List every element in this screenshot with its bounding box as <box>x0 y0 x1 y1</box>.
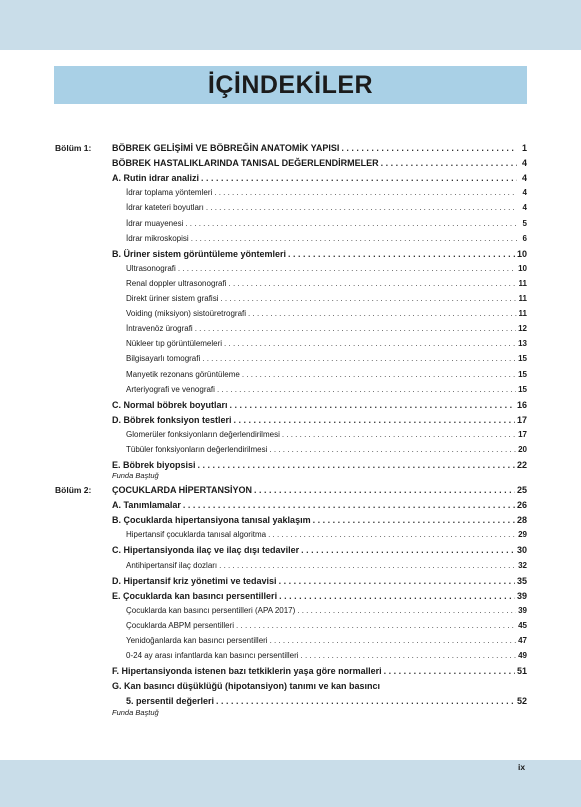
page-number: ix <box>518 762 526 772</box>
toc-entry-page: 11 <box>518 294 527 303</box>
toc-entry-title: D. Böbrek fonksiyon testleri <box>112 414 232 425</box>
toc-entry-title: B. Çocuklarda hipertansiyona tanısal yaklaşım <box>112 515 311 526</box>
toc-entry-title: A. Tanımlamalar <box>112 500 181 511</box>
toc-row <box>55 604 527 618</box>
toc-entry-title: BÖBREK HASTALIKLARINDA TANISAL DEĞERLENDİRMELER <box>112 158 379 169</box>
toc-entry-page: 25 <box>516 485 527 495</box>
toc-entry-title: Direkt üriner sistem grafisi <box>126 294 219 303</box>
dot-leader <box>214 186 517 200</box>
toc-row <box>55 619 527 633</box>
toc-entry-page: 29 <box>518 530 527 540</box>
toc-entry-page: 15 <box>518 384 527 394</box>
bottom-band <box>0 760 581 807</box>
dot-leader <box>183 498 515 512</box>
page-title: İÇİNDEKİLER <box>207 70 374 99</box>
toc-entry[interactable] <box>112 664 527 678</box>
toc-row <box>55 574 527 588</box>
toc-entry[interactable] <box>112 413 527 427</box>
dot-leader <box>219 559 516 573</box>
toc-row <box>55 156 527 170</box>
toc-entry-title: 5. persentil değerleri <box>126 696 215 707</box>
dot-leader <box>268 528 516 542</box>
toc-row <box>55 232 527 246</box>
toc-entry[interactable] <box>126 307 527 321</box>
toc-entry[interactable] <box>126 337 527 351</box>
toc-entry-title: Ultrasonografi <box>126 263 176 273</box>
toc-row <box>55 383 527 397</box>
author-name: Funda Baştuğ <box>112 707 159 717</box>
dot-leader <box>242 368 516 382</box>
toc-entry-title: Tübüler fonksiyonların değerlendirilmesi <box>126 445 268 454</box>
toc-entry-page: 52 <box>516 696 527 707</box>
toc-entry[interactable] <box>126 186 527 200</box>
dot-leader <box>198 458 515 472</box>
toc-row <box>55 634 527 648</box>
toc-entry[interactable] <box>112 247 527 261</box>
dot-leader <box>301 543 515 557</box>
toc-entry-title: ÇOCUKLARDA HİPERTANSİYON <box>112 485 253 495</box>
toc-row <box>55 292 527 306</box>
dot-leader <box>185 217 517 231</box>
toc-entry-title: Renal doppler ultrasonografi <box>126 278 227 288</box>
toc-entry[interactable] <box>112 589 527 603</box>
toc-entry-page: 4 <box>522 188 527 198</box>
toc-entry-page: 51 <box>516 666 527 677</box>
toc-entry[interactable] <box>112 141 527 155</box>
toc-entry-title: İdrar mikroskopisi <box>126 233 189 243</box>
toc-entry-title: İdrar muayenesi <box>126 218 184 228</box>
toc-entry-title: C. Normal böbrek boyutları <box>112 399 228 410</box>
toc-entry-page: 39 <box>518 605 527 615</box>
toc-entry[interactable] <box>126 262 527 276</box>
toc-entry[interactable] <box>126 694 527 708</box>
toc-entry-page: 10 <box>516 248 527 259</box>
toc-entry-page: 4 <box>521 158 527 169</box>
toc-row <box>55 352 527 366</box>
toc-entry-page: 22 <box>516 460 527 471</box>
toc-row <box>55 186 527 200</box>
dot-leader <box>195 322 516 336</box>
toc-entry-page: 30 <box>516 545 527 556</box>
toc-row <box>55 528 527 542</box>
toc-entry-title: G. Kan basıncı düşüklüğü (hipotansiyon) tanımı ve kan basıncı <box>112 681 381 692</box>
toc-entry[interactable] <box>126 619 527 633</box>
toc-entry[interactable] <box>112 513 527 527</box>
toc-row <box>55 483 527 497</box>
toc-entry-title: Arteriyografi ve venografi <box>126 384 215 394</box>
toc-row <box>55 337 527 351</box>
toc-entry[interactable] <box>126 634 527 648</box>
toc-row <box>55 322 527 336</box>
toc-entry-page: 32 <box>518 560 527 570</box>
dot-leader <box>202 352 516 366</box>
toc-entry[interactable] <box>126 277 527 291</box>
toc-row <box>55 262 527 276</box>
toc-entry-page: 28 <box>516 515 527 526</box>
dot-leader <box>297 604 516 618</box>
toc-entry[interactable] <box>126 322 527 336</box>
toc-entry-title: Nükleer tıp görüntülemeleri <box>126 339 223 349</box>
toc-entry[interactable] <box>112 171 527 185</box>
toc-entry-page: 11 <box>518 278 527 288</box>
toc-entry[interactable] <box>126 368 527 382</box>
toc-row <box>55 559 527 573</box>
dot-leader <box>201 171 517 185</box>
dot-leader <box>279 589 515 603</box>
toc-entry-page: 15 <box>518 369 527 379</box>
chapter-label: Bölüm 1: <box>55 143 92 153</box>
dot-leader <box>234 413 515 427</box>
toc-entry-title: Çocuklarda ABPM persentilleri <box>126 620 235 630</box>
toc-entry-title: Glomerüler fonksiyonların değerlendirilmesi <box>126 429 280 439</box>
toc-entry-page: 35 <box>516 575 527 586</box>
dot-leader <box>282 428 516 442</box>
toc-entry-page: 6 <box>522 233 527 243</box>
toc-entry-page: 49 <box>518 651 527 661</box>
dot-leader <box>220 292 516 306</box>
toc-entry[interactable] <box>112 458 527 472</box>
toc-entry-title: B. Üriner sistem görüntüleme yöntemleri <box>112 248 287 259</box>
dot-leader <box>301 649 517 663</box>
toc-entry-page: 20 <box>518 445 527 454</box>
toc-entry-title: Voiding (miksiyon) sistoüretrografi <box>126 309 247 319</box>
toc-entry-page: 12 <box>518 324 527 334</box>
toc-entry-page: 16 <box>516 399 527 410</box>
toc-entry-page: 5 <box>522 218 527 228</box>
toc-entry-title: Hipertansif çocuklarda tanısal algoritma <box>126 530 267 540</box>
toc-entry[interactable] <box>112 543 527 557</box>
toc-row <box>55 171 527 185</box>
toc-entry-title: Bilgisayarlı tomografi <box>126 354 201 364</box>
toc-entry-title: Çocuklarda kan basıncı persentilleri (APA 2017) <box>126 605 296 615</box>
toc-entry[interactable] <box>126 559 527 573</box>
toc-row <box>55 589 527 603</box>
toc-entry[interactable] <box>126 201 527 215</box>
toc-entry-page: 4 <box>522 203 527 213</box>
dot-leader <box>178 262 516 276</box>
toc-entry[interactable] <box>126 352 527 366</box>
toc-entry-title: C. Hipertansiyonda ilaç ve ilaç dışı tedaviler <box>112 545 300 556</box>
toc-row <box>55 413 527 427</box>
toc-row <box>55 443 527 457</box>
toc-entry-title: E. Çocuklarda kan basıncı persentilleri <box>112 590 278 601</box>
toc-entry-title: F. Hipertansiyonda istenen bazı tetkiklerin yaşa göre normalleri <box>112 666 382 677</box>
toc-row <box>55 649 527 663</box>
toc-row <box>55 664 527 678</box>
dot-leader <box>217 383 516 397</box>
dot-leader <box>254 483 515 497</box>
toc-entry-title: Manyetik rezonans görüntüleme <box>126 369 240 379</box>
dot-leader <box>216 694 515 708</box>
toc-entry[interactable] <box>126 443 527 457</box>
toc-row <box>55 498 527 512</box>
toc-entry-page: 11 <box>518 309 527 319</box>
toc-row <box>55 513 527 527</box>
toc-entry[interactable] <box>112 483 527 497</box>
toc-entry-page: 15 <box>518 354 527 364</box>
dot-leader <box>269 443 516 457</box>
toc-entry[interactable] <box>126 217 527 231</box>
toc-entry-page: 39 <box>516 590 527 601</box>
toc-entry-page: 45 <box>518 620 527 630</box>
toc-entry[interactable] <box>112 498 527 512</box>
dot-leader <box>229 277 517 291</box>
toc-entry-title: İdrar toplama yöntemleri <box>126 188 213 198</box>
toc-entry-page: 47 <box>518 636 527 645</box>
toc-row <box>55 217 527 231</box>
toc-entry[interactable] <box>126 528 527 542</box>
toc-entry-title: İntravenöz ürografi <box>126 324 193 334</box>
toc-entry[interactable] <box>126 428 527 442</box>
page-title-box <box>54 66 527 104</box>
toc-entry-page: 17 <box>518 429 527 439</box>
top-band <box>0 0 581 50</box>
toc-entry-title: A. Rutin idrar analizi <box>112 173 200 184</box>
toc-row <box>55 428 527 442</box>
toc-entry[interactable] <box>126 232 527 246</box>
toc-row <box>55 307 527 321</box>
author-name: Funda Baştuğ <box>112 471 159 481</box>
toc-entry-page: 4 <box>521 173 527 184</box>
dot-leader <box>270 634 517 648</box>
dot-leader <box>313 513 515 527</box>
dot-leader <box>224 337 516 351</box>
toc-entry-title: 0-24 ay arası infantlarda kan basıncı persentilleri <box>126 651 299 661</box>
dot-leader <box>384 664 515 678</box>
chapter-label: Bölüm 2: <box>55 485 92 495</box>
toc-entry-title: Antihipertansif ilaç dozları <box>126 560 218 570</box>
toc-row <box>55 247 527 261</box>
dot-leader <box>248 307 516 321</box>
toc-row <box>55 694 527 708</box>
toc-entry[interactable] <box>126 604 527 618</box>
toc-row <box>55 679 527 693</box>
toc-entry-title: D. Hipertansif kriz yönetimi ve tedavisi <box>112 575 277 586</box>
dot-leader <box>279 574 515 588</box>
toc-entry[interactable] <box>126 292 527 306</box>
toc-entry-page: 13 <box>518 339 527 349</box>
toc-row <box>55 458 527 472</box>
toc-entry-title: BÖBREK GELİŞİMİ VE BÖBREĞİN ANATOMİK YAPISI <box>112 143 340 153</box>
toc-row <box>55 398 527 412</box>
toc-row <box>55 201 527 215</box>
toc-entry[interactable] <box>126 649 527 663</box>
toc-row <box>55 277 527 291</box>
dot-leader <box>191 232 517 246</box>
toc-entry-page: 10 <box>518 263 527 273</box>
toc-entry[interactable] <box>112 679 380 693</box>
dot-leader <box>341 141 517 155</box>
toc-entry-title: E. Böbrek biyopsisi <box>112 460 196 471</box>
toc-entry[interactable] <box>112 156 527 170</box>
toc-row <box>55 141 527 155</box>
toc-entry-page: 1 <box>521 143 527 153</box>
dot-leader <box>206 201 517 215</box>
dot-leader <box>288 247 515 261</box>
toc-entry-page: 17 <box>516 414 527 425</box>
toc-entry-title: İdrar kateteri boyutları <box>126 203 204 213</box>
toc-row <box>55 543 527 557</box>
toc-entry-page: 26 <box>516 500 527 511</box>
dot-leader <box>381 156 517 170</box>
toc-entry[interactable] <box>112 574 527 588</box>
toc-entry[interactable] <box>126 383 527 397</box>
toc-entry-title: Yenidoğanlarda kan basıncı persentilleri <box>126 636 268 645</box>
dot-leader <box>236 619 516 633</box>
dot-leader <box>230 398 515 412</box>
toc-entry[interactable] <box>112 398 527 412</box>
toc-row <box>55 368 527 382</box>
